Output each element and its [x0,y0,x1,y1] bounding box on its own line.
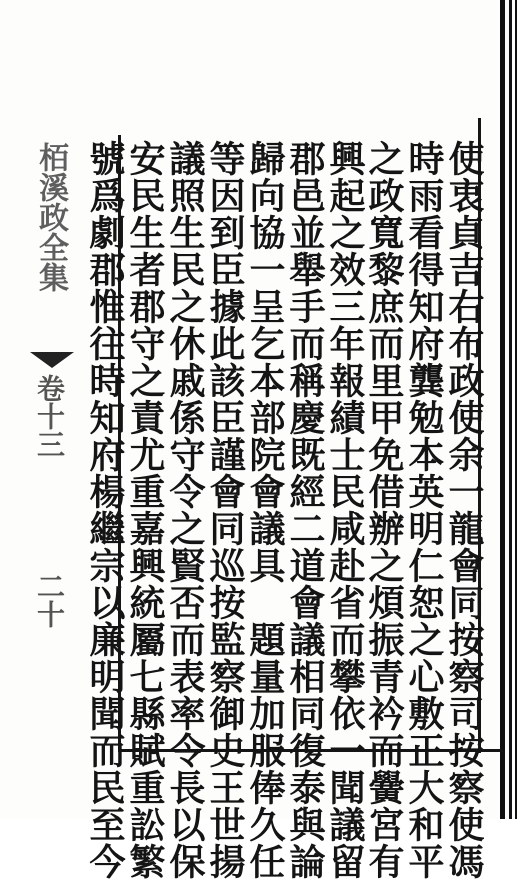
juan-number: 卷十三 [33,374,66,458]
text-column-1: 使衷貞吉右布政使余一龍會同按察司按察使馮 [443,140,485,880]
text-column-8: 議照生民之休戚係守令之賢否而表率令長以保 [164,140,206,880]
text-column-9: 安民生者郡守之責尤重嘉興統屬七縣賦重訟繁 [124,140,166,880]
text-column-3: 之政寬黎庶而里甲免借辦之煩振青衿而黌宮有 [363,140,405,880]
text-column-10: 號爲劇郡惟往時知府楊繼宗以廉明聞而民至今 [84,140,126,880]
text-column-7: 等因到臣據此該臣謹會同巡按監察御史王世揚 [204,140,246,880]
text-column-6: 歸向協一呈乞本部院會議具 題量加服俸久任 [244,140,286,880]
page-number: 二十 [33,572,66,628]
page-edge [515,0,517,819]
fishtail-mark [30,352,74,368]
center-margin [16,142,80,742]
book-title: 栢溪政全集 [33,142,68,292]
text-column-4: 興起之效三年報績士民咸赴省而攀依一聞議留 [324,140,366,880]
text-column-2: 時雨看得知府龔勉本英明仁恕之心敷正大和平 [403,140,445,880]
text-column-5: 郡邑並舉手而稱慶既經二道會議相同復泰與論 [284,140,326,880]
page-edge [509,0,512,819]
